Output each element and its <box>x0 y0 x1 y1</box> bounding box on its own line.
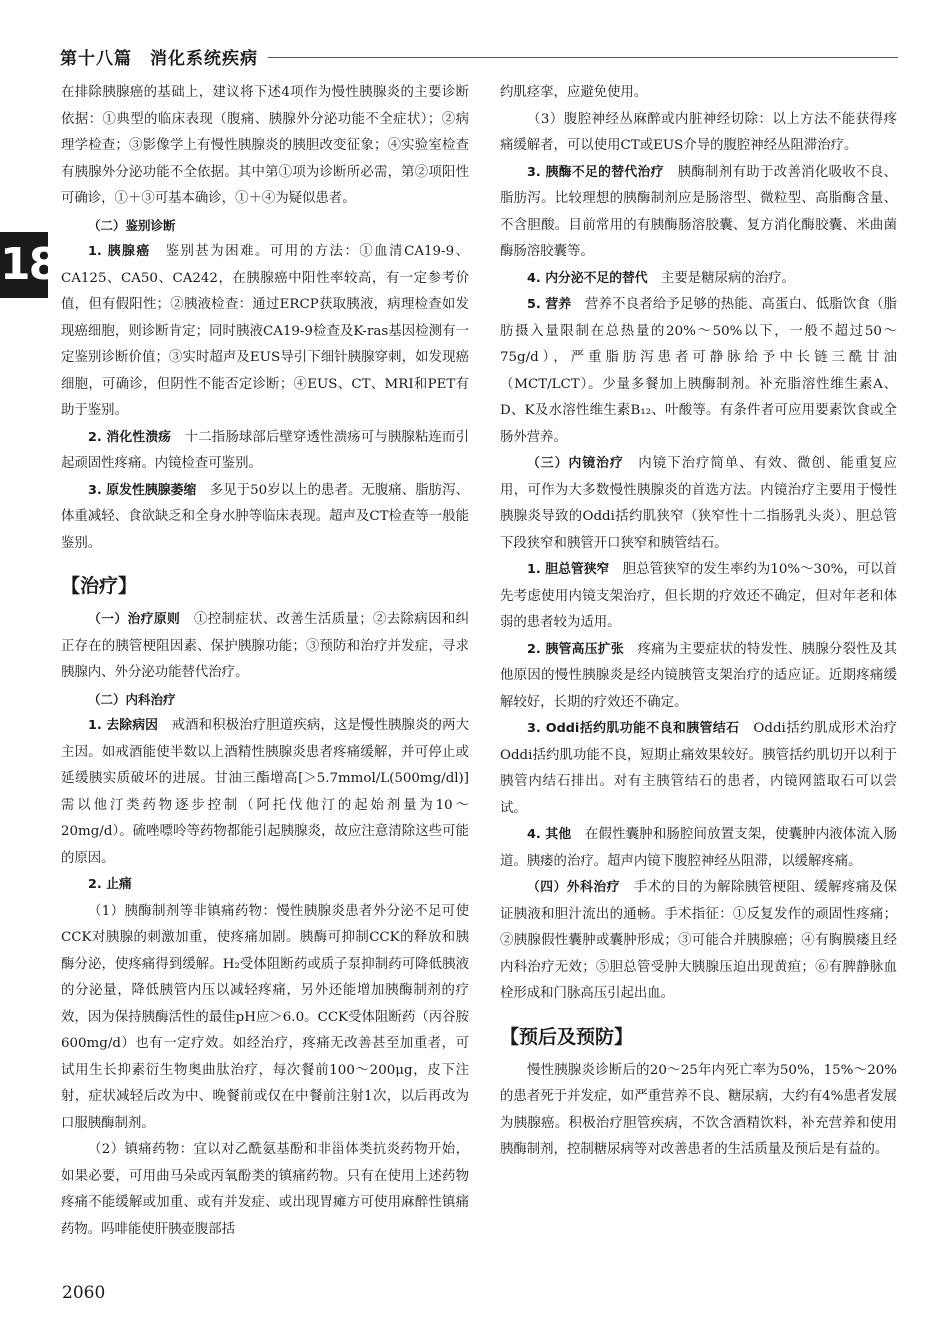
item-title: 2. 止痛 <box>88 877 132 892</box>
item-title: 3. 原发性胰腺萎缩 <box>88 482 197 498</box>
paragraph <box>500 160 897 266</box>
paragraph <box>500 292 897 451</box>
item-title: 4. 内分泌不足的替代 <box>527 270 648 286</box>
item-title: 4. 其他 <box>527 827 572 842</box>
item-text: 多见于50岁以上的患者。无腹痛、脂肪泻、体重减轻、食欲缺乏和全身水肿等临床表现。超声及CT检查等一般能鉴别。 <box>61 482 469 551</box>
paragraph: （3）腹腔神经丛麻醉或内脏神经切除：以上方法不能获得疼痛缓解者，可以使用CT或EUS介导的腹腔神经丛阻滞治疗。 <box>500 111 897 153</box>
chapter-tab: 18 <box>0 232 48 298</box>
left-column <box>61 80 469 1243</box>
item-text: 内镜下治疗简单、有效、微创、能重复应用，可作为大多数慢性胰腺炎的首选方法。内镜治疗主要用于慢性胰腺炎导致的Oddi括约肌狭窄（狭窄性十二指肠乳头炎）、胆总管下段狭窄和胰管开口狭窄和胰管结石。 <box>500 456 897 551</box>
item-title: 3. 胰酶不足的替代治疗 <box>527 164 664 180</box>
paragraph: 慢性胰腺炎诊断后的20～25年内死亡率为50%，15%～20%的患者死于并发症，如严重营养不良、糖尿病，大约有4%患者发展为胰腺癌。积极治疗胆管疾病，不饮含酒精饮料，补充营养和使用胰酶制剂，控制糖尿病等对改善患者的生活质量及预后是有益的。 <box>500 1062 897 1157</box>
running-header <box>60 44 898 68</box>
item-text: 十二指肠球部后壁穿透性溃疡可与胰腺粘连而引起顽固性疼痛。内镜检查可鉴别。 <box>61 429 469 471</box>
item-text: 手术的目的为解除胰管梗阻、缓解疼痛及保证胰液和胆汁流出的通畅。手术指征：①反复发作的顽固性疼痛；②胰腺假性囊肿或囊肿形成；③可能合并胰腺癌；④有胸膜瘘且经内科治疗无效；⑤胆总管受肿大胰腺压迫出现黄疸；⑥有脾静脉血栓形成和门脉高压引起出血。 <box>500 880 898 1001</box>
item-title: （三）内镜治疗 <box>527 456 624 471</box>
paragraph <box>500 557 897 637</box>
paragraph: （2）镇痛药物：宜以对乙酰氨基酚和非甾体类抗炎药物开始，如果必要，可用曲马朵或丙氧酚类的镇痛药物。只有在使用上述药物疼痛不能缓解或加重、或有并发症、或出现胃瘫方可使用麻醉性镇痛药物。吗啡能使肝胰壶腹部括 <box>61 1142 469 1237</box>
item-text: 鉴别甚为困难。可用的方法：①血清CA19-9、CA125、CA50、CA242，在胰腺癌中阳性率较高，有一定参考价值，但有假阳性；②胰液检查：通过ERCP获取胰液，病理检查如发现癌细胞，则诊断肯定；同时胰液CA19-9检查及K-ras基因检测有一定鉴别诊断价值；③实时超声及EUS导引下细针胰腺穿刺，如发现癌细胞，可确诊，但阴性不能否定诊断；④EUS、CT、MRI和PET有助于鉴别。 <box>61 244 469 418</box>
paragraph: 在排除胰腺癌的基础上，建议将下述4项作为慢性胰腺炎的主要诊断依据：①典型的临床表现（腹痛、胰腺外分泌功能不全症状）；②病理学检查；③影像学上有慢性胰腺炎的胰胆改变征象；④实验室检查有胰腺外分泌功能不全依据。其中第①项为诊断所必需，第②项阳性可确诊，①＋③可基本确诊，①＋④为疑似患者。 <box>61 85 469 206</box>
item-title: （一）治疗原则 <box>88 612 181 627</box>
paragraph: 约肌痉挛，应避免使用。 <box>500 85 648 100</box>
paragraph <box>500 875 897 1008</box>
item-title: 3. Oddi括约肌功能不良和胰管结石 <box>527 721 740 736</box>
right-column <box>500 80 897 1164</box>
item-title: 1. 胰腺癌 <box>88 244 151 259</box>
item-text: 疼痛为主要症状的特发性、胰腺分裂性及其他原因的慢性胰腺炎是经内镜胰管支架治疗的适应证。近期疼痛缓解较好，长期的疗效还不确定。 <box>500 641 897 710</box>
item-title: 1. 去除病因 <box>88 718 159 733</box>
item-text: ①控制症状、改善生活质量；②去除病因和纠正存在的胰管梗阻因素、保护胰腺功能；③预防和治疗并发症，寻求胰腺内、外分泌功能替代治疗。 <box>61 612 470 680</box>
paragraph <box>500 716 897 822</box>
paragraph <box>500 822 897 875</box>
item-text: 胰酶制剂有助于改善消化吸收不良、脂肪泻。比较理想的胰酶制剂应是肠溶型、微粒型、高脂酶含量、不含胆酸。目前常用的有胰酶肠溶胶囊、复方消化酶胶囊、米曲菌酶肠溶胶囊等。 <box>500 164 897 259</box>
paragraph <box>61 239 469 425</box>
paragraph <box>500 637 897 717</box>
section-heading-treatment: 【治疗】 <box>61 575 138 597</box>
item-title: 1. 胆总管狭窄 <box>527 562 610 577</box>
item-title: （四）外科治疗 <box>527 880 620 895</box>
item-text: 胆总管狭窄的发生率约为10%～30%，可以首先考虑使用内镜支架治疗，但长期的疗效还不确定，但对年老和体弱的患者较为适用。 <box>500 562 897 630</box>
page-number: 2060 <box>62 1283 106 1303</box>
item-text: 主要是糖尿病的治疗。 <box>647 270 795 286</box>
paragraph <box>61 478 469 558</box>
paragraph: （1）胰酶制剂等非镇痛药物：慢性胰腺炎患者外分泌不足可使CCK对胰腺的刺激加重，使疼痛加剧。胰酶可抑制CCK的释放和胰酶分泌，使疼痛得到缓解。H₂受体阻断药或质子泵抑制药可降低胰液的分泌量，降低胰管内压以减轻疼痛，另外还能增加胰酶制剂的疗效，因为保持胰酶活性的最佳pH应＞6.0。CCK受体阻断药（丙谷胺600mg/d）也有一定疗效。如经治疗，疼痛无改善甚至加重者，可试用生长抑素衍生物奥曲肽治疗，每次餐前100～200μg，皮下注射，症状减轻后改为中、晚餐前或仅在中餐前注射1次，以后再改为口服胰酶制剂。 <box>61 903 469 1131</box>
subheading-medical: （二）内科治疗 <box>88 691 176 707</box>
item-title: 2. 消化性溃疡 <box>88 429 172 445</box>
item-text: 营养不良者给予足够的热能、高蛋白、低脂饮食（脂肪摄入量限制在总热量的20%～50%以下，一般不超过50～75g/d），严重脂肪泻患者可静脉给予中长链三酰甘油（MCT/LCT）。少量多餐加上胰酶制剂。补充脂溶性维生素A、D、K及水溶性维生素B₁₂、叶酸等。有条件者可应用要素饮食或全肠外营养。 <box>500 297 897 445</box>
section-heading-prognosis: 【预后及预防】 <box>500 1025 634 1048</box>
item-text: Oddi括约肌成形术治疗Oddi括约肌功能不良，短期止痛效果较好。胰管括约肌切开以利于胰管内结石排出。对有主胰管结石的患者，内镜网篮取石可以尝试。 <box>500 721 897 816</box>
running-title: 第十八篇 消化系统疾病 <box>60 48 258 69</box>
paragraph <box>61 425 469 478</box>
paragraph <box>500 451 897 557</box>
paragraph <box>500 266 897 293</box>
header-rule <box>268 57 898 58</box>
item-title: 5. 营养 <box>527 297 572 312</box>
paragraph <box>61 607 469 687</box>
paragraph <box>61 872 469 899</box>
paragraph <box>61 713 469 872</box>
item-text: 在假性囊肿和肠腔间放置支架，使囊肿内液体流入肠道。胰瘘的治疗。超声内镜下腹腔神经丛阻滞，以缓解疼痛。 <box>500 827 897 869</box>
item-title: 2. 胰管高压扩张 <box>527 641 624 657</box>
item-text: 戒酒和积极治疗胆道疾病，这是慢性胰腺炎的两大主因。如戒酒能使半数以上酒精性胰腺炎患者疼痛缓解，并可停止或延缓胰实质破坏的进展。甘油三酯增高[＞5.7mmol/L(500mg/dl)]需以他汀类药物逐步控制（阿托伐他汀的起始剂量为10～20mg/d）。硫唑嘌呤等药物都能引起胰腺炎，故应注意清除这些可能的原因。 <box>61 718 469 866</box>
subheading-differential: （二）鉴别诊断 <box>88 217 176 233</box>
